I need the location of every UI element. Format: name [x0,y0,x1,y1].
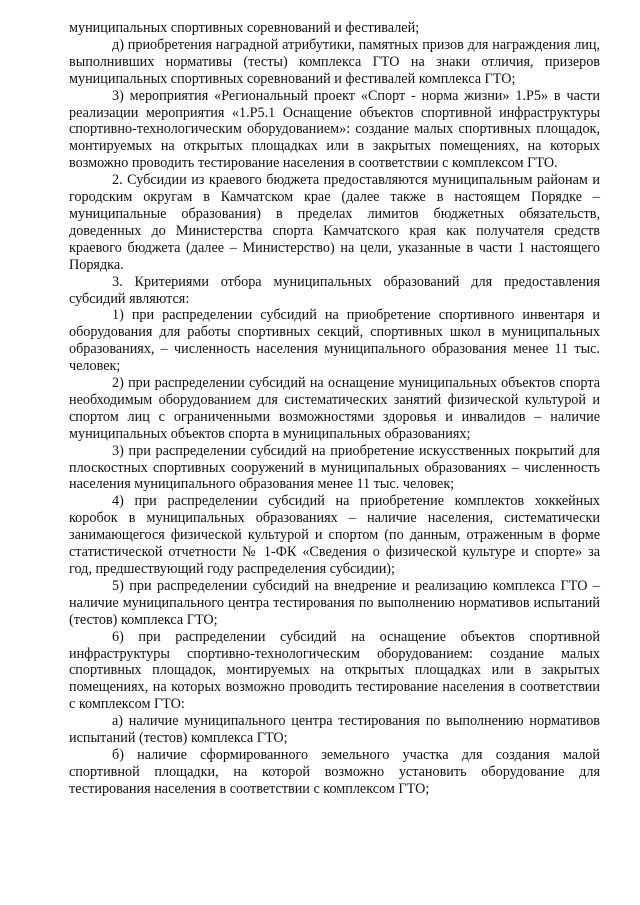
paragraph-section-2: 2. Субсидии из краевого бюджета предоставляются муниципальным районам и городским округам в Камчатском крае (далее также в настоящем Порядке – муниципальные образования) в пределах лимитов бюджетных обязательств, доведенных до Министерства спорта Камчатского края как получателя средств краевого бюджета (далее – Министерство) на цели, указанные в части 1 настоящего Порядка. [69,172,600,273]
paragraph-subcriterion-b: б) наличие сформированного земельного участка для создания малой спортивной площадки, на которой возможно установить оборудование для тестирования населения в соответствии с комплексом ГТО; [69,746,600,797]
paragraph-criterion-4: 4) при распределении субсидий на приобретение комплектов хоккейных коробок в муниципальных образованиях – наличие населения, систематически занимающегося физической культурой и спортом (по данным, отраженным в форме статистической отчетности № 1-ФК «Сведения о физической культуре и спорте» за год, предшествующий году распределения субсидии); [69,493,600,577]
paragraph-continuation: муниципальных спортивных соревнований и фестивалей; [69,20,420,36]
paragraph-subcriterion-a: а) наличие муниципального центра тестирования по выполнению нормативов испытаний (тестов) комплекса ГТО; [69,713,600,747]
paragraph-section-3: 3. Критериями отбора муниципальных образований для предоставления субсидий являются: [69,273,600,307]
paragraph-criterion-2: 2) при распределении субсидий на оснащение муниципальных объектов спорта необходимым оборудованием для систематических занятий физической культурой и спортом лиц с ограниченными возможностями здоровья и инвалидов – наличие муниципальных объектов спорта в муниципальных образованиях; [69,375,600,442]
paragraph-item-3-regional-project: 3) мероприятия «Региональный проект «Спорт - норма жизни» 1.Р5» в части реализации мероприятия «1.Р5.1 Оснащение объектов спортивной инфраструктуры спортивно-технологическим оборудованием»: создание малых спортивных площадок, монтируемых на открытых площадках или в закрытых помещениях, на которых возможно проводить тестирование населения в соответствии с комплексом ГТО. [69,87,600,172]
paragraph-criterion-1: 1) при распределении субсидий на приобретение спортивного инвентаря и оборудования для работы спортивных секций, спортивных школ в муниципальных образованиях, – численность населения муниципального образования менее 11 тыс. человек; [69,307,600,375]
paragraph-criterion-3: 3) при распределении субсидий на приобретение искусственных покрытий для плоскостных спортивных сооружений в муниципальных образованиях – численность населения муниципального образования менее 11 тыс. человек; [69,442,600,493]
paragraph-criterion-6: 6) при распределении субсидий на оснащение объектов спортивной инфраструктуры спортивно-технологическим оборудованием: создание малых спортивных площадок, монтируемых на открытых площадках или в закрытых помещениях, на которых возможно проводить тестирование населения в соответствии с комплексом ГТО: [69,628,600,713]
paragraph-criterion-5: 5) при распределении субсидий на внедрение и реализацию комплекса ГТО – наличие муниципального центра тестирования по выполнению нормативов испытаний (тестов) комплекса ГТО; [69,577,600,628]
paragraph-item-d: д) приобретения наградной атрибутики, памятных призов для награждения лиц, выполнивших нормативы (тесты) комплекса ГТО на знаки отличия, призеров муниципальных спортивных соревнований и фестивалей комплекса ГТО; [69,36,600,87]
